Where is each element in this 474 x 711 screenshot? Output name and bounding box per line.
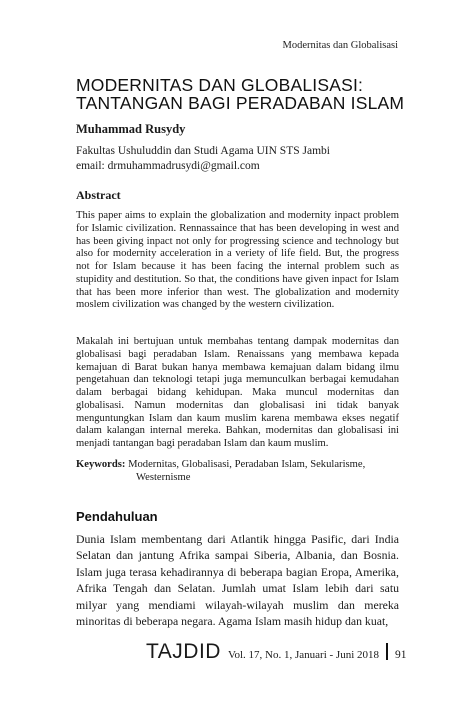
page-number: 91	[395, 649, 407, 661]
keywords-label: Keywords:	[76, 459, 126, 470]
email: email: drmuhammadrusydi@gmail.com	[76, 160, 260, 172]
paper-title	[76, 76, 406, 112]
abstract-heading: Abstract	[76, 188, 121, 202]
keywords-block	[76, 458, 399, 484]
running-head: Modernitas dan Globalisasi	[282, 40, 398, 51]
footer-divider	[386, 643, 388, 660]
abstract-indonesian: Makalah ini bertujuan untuk membahas tentang dampak modernitas dan globalisasi bagi peradaban Islam. Renaissans yang membawa kepada kemajuan di Barat bukan hanya membawa kemajuan dalam bidang ilmu pengetahuan dan teknologi tetapi juga memunculkan berbagai kemudahan dalam berbagai bidang kehidupan. Maka muncul modernitas dan globalisasi. Namun modernitas dan globalisasi ini tidak banyak menguntungkan Islam dan kaum muslim karena membawa ekses negatif dalam kalangan internal mereka. Bahkan, modernitas dan globalisasi ini menjadi tantangan bagi peradaban Islam dan kaum muslim.	[76, 336, 399, 449]
keywords-list: Modernitas, Globalisasi, Peradaban Islam, Sekularisme,	[128, 459, 366, 470]
intro-paragraph: Dunia Islam membentang dari Atlantik hingga Pasific, dari India Selatan dan jantung Afrika sampai Siberia, Albania, dan Bosnia. Islam juga terasa kehadirannya di beberapa bagian Eropa, Amerika, Afrika Tengah dan Selatan. Jumlah umat Islam lebih dari satu milyar yang mendiami wilayah-wilayah muslim dan mereka minoritas di beberapa negara. Agama Islam masih hidup dan kuat,	[76, 532, 399, 629]
affiliation: Fakultas Ushuluddin dan Studi Agama UIN STS Jambi	[76, 145, 330, 157]
author-name: Muhammad Rusydy	[76, 122, 186, 136]
page-footer	[146, 640, 407, 664]
keywords-list-continued: Westernisme	[136, 472, 191, 483]
title-line-2: TANTANGAN BAGI PERADABAN ISLAM	[76, 93, 405, 113]
title-line-1: MODERNITAS DAN GLOBALISASI:	[76, 75, 364, 95]
section-heading: Pendahuluan	[76, 509, 158, 524]
journal-name: TAJDID	[146, 640, 221, 663]
abstract-english: This paper aims to explain the globalization and modernity inpact problem for Islamic civilization. Rennassaince that has been developing in west and has been giving inpact not only for progressing science and technology but also for modernity acceleration in a veriety of life field. But, the progress not for Islam because it has been facing the internal problem such as stupidity and destitution. So that, the conditions have given inpact for Islam that has been more inferior than west. The globalization and modernity moslem civilization was changed by the western civilization.	[76, 210, 399, 311]
author-affiliation-block	[76, 144, 330, 174]
volume-info: Vol. 17, No. 1, Januari - Juni 2018	[227, 649, 379, 661]
